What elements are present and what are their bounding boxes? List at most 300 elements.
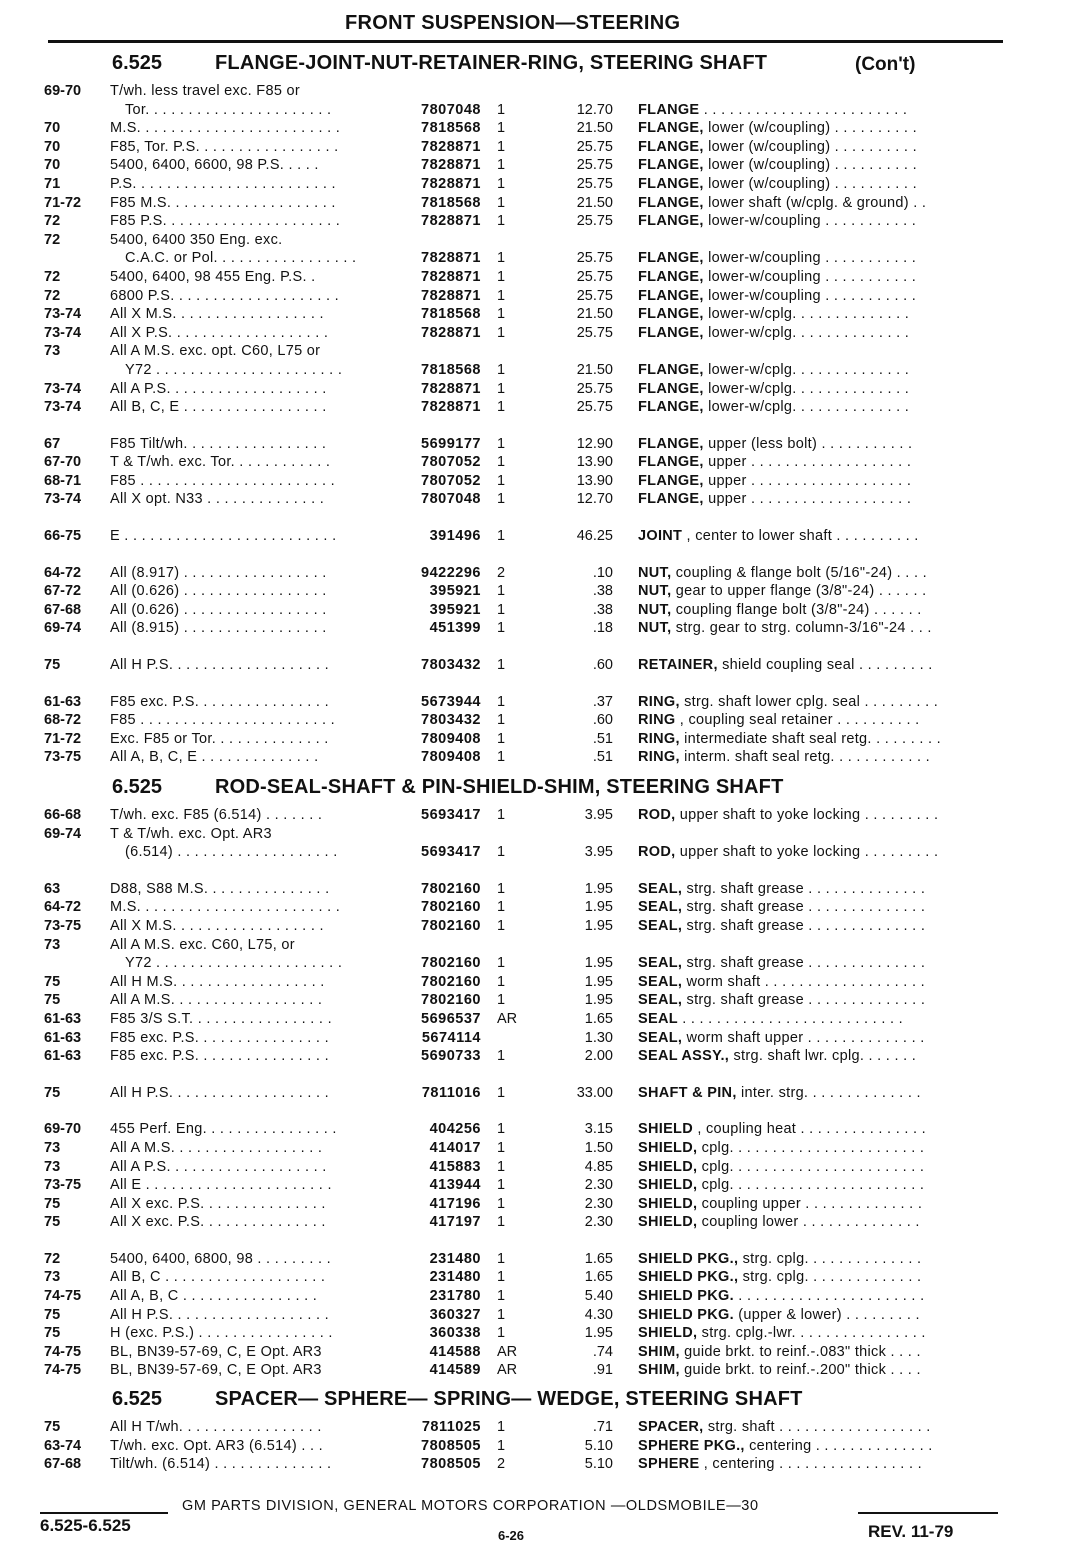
model-application: Y72 . . . . . . . . . . . . . . . . . . . . . . xyxy=(125,955,343,972)
part-description xyxy=(638,527,1000,546)
price: 1.95 xyxy=(584,955,613,972)
quantity: AR xyxy=(497,1010,518,1027)
section-continued: (Con't) xyxy=(855,54,916,75)
quantity: 1 xyxy=(497,138,506,155)
model-year: 69-70 xyxy=(44,1121,82,1138)
part-description xyxy=(638,1047,1000,1066)
part-description xyxy=(638,730,1000,749)
model-year: 64-72 xyxy=(44,564,82,581)
price: 2.00 xyxy=(584,1048,613,1065)
price: 12.70 xyxy=(576,101,613,118)
part-detail: lower-w/cplg. . . . . . . . . . . . . . xyxy=(703,380,910,397)
parts-row xyxy=(0,1158,1086,1177)
part-number: 7802160 xyxy=(421,917,481,934)
model-application: All (0.626) . . . . . . . . . . . . . . . . . xyxy=(110,601,327,618)
parts-row xyxy=(0,1120,1086,1139)
part-number: 414588 xyxy=(429,1343,481,1360)
model-year: 75 xyxy=(44,1419,61,1435)
model-year: 71-72 xyxy=(44,730,82,747)
model-application: All H M.S. . . . . . . . . . . . . . . . . . xyxy=(110,973,325,990)
part-name: FLANGE, xyxy=(638,194,704,211)
quantity: 1 xyxy=(497,712,506,729)
section-title: SPACER— SPHERE— SPRING— WEDGE, STEERING SHAFT xyxy=(215,1388,803,1410)
part-name: SHIELD, xyxy=(638,1139,698,1156)
footer-rule-left xyxy=(40,1512,168,1514)
part-description xyxy=(638,1437,1000,1456)
model-year: 73-74 xyxy=(44,399,82,416)
part-name: SHIELD, xyxy=(638,1325,698,1342)
part-detail: strg. shaft grease . . . . . . . . . . . . . . xyxy=(682,899,926,916)
parts-row xyxy=(0,1268,1086,1287)
part-detail: strg. shaft grease . . . . . . . . . . . . . . xyxy=(682,992,926,1009)
part-number: 7811025 xyxy=(421,1419,481,1435)
parts-row xyxy=(0,601,1086,620)
footer-page-number: 6-26 xyxy=(498,1528,525,1543)
part-number: 417197 xyxy=(429,1214,481,1231)
part-description xyxy=(638,249,1000,268)
parts-row xyxy=(0,1047,1086,1066)
footer-section-range: 6.525-6.525 xyxy=(40,1516,131,1535)
parts-row xyxy=(0,991,1086,1010)
part-detail: lower-w/cplg. . . . . . . . . . . . . . xyxy=(703,399,910,416)
quantity: AR xyxy=(497,1343,518,1360)
model-application: All B, C, E . . . . . . . . . . . . . . . . . xyxy=(110,399,327,416)
parts-row xyxy=(0,138,1086,157)
part-name: ROD, xyxy=(638,807,676,823)
part-description xyxy=(638,748,1000,767)
quantity: 1 xyxy=(497,1195,506,1212)
section-flange-joint-nut xyxy=(0,52,1086,767)
model-year: 75 xyxy=(44,1195,61,1212)
part-number: 415883 xyxy=(429,1158,481,1175)
model-year: 73-75 xyxy=(44,1177,82,1194)
model-application: F85 P.S. . . . . . . . . . . . . . . . . . . . . xyxy=(110,213,341,230)
parts-row xyxy=(0,1324,1086,1343)
part-number: 5690733 xyxy=(421,1048,481,1065)
quantity: 1 xyxy=(497,250,506,267)
price: 1.65 xyxy=(584,1269,613,1286)
quantity: 1 xyxy=(497,657,506,674)
price: 21.50 xyxy=(576,306,613,323)
quantity: 2 xyxy=(497,564,506,581)
parts-row xyxy=(0,973,1086,992)
part-detail: strg. cplg.-lwr. . . . . . . . . . . . . . . . xyxy=(697,1325,926,1342)
parts-row xyxy=(0,954,1086,973)
price: .38 xyxy=(592,583,613,600)
model-application: BL, BN39-57-69, C, E Opt. AR3 xyxy=(110,1343,322,1360)
model-year: 74-75 xyxy=(44,1343,82,1360)
part-detail: guide brkt. to reinf.-.200" thick . . . . xyxy=(679,1362,921,1379)
model-application: E . . . . . . . . . . . . . . . . . . . . . . . . . xyxy=(110,528,337,545)
part-description xyxy=(638,287,1000,306)
part-name: RETAINER, xyxy=(638,657,718,674)
model-year: 72 xyxy=(44,287,61,304)
parts-row xyxy=(0,693,1086,712)
model-year: 75 xyxy=(44,1214,61,1231)
model-application: 5400, 6400, 6800, 98 . . . . . . . . . xyxy=(110,1250,331,1267)
price: .37 xyxy=(592,693,613,710)
part-description xyxy=(638,1158,1000,1177)
part-detail: upper . . . . . . . . . . . . . . . . . . . xyxy=(703,454,912,471)
model-application: M.S. . . . . . . . . . . . . . . . . . . . . . . . xyxy=(110,120,341,137)
model-year: 73-74 xyxy=(44,306,82,323)
quantity: 1 xyxy=(497,1158,506,1175)
model-application: All X exc. P.S. . . . . . . . . . . . . . . xyxy=(110,1214,326,1231)
part-detail: coupling flange bolt (3/8"-24) . . . . . . xyxy=(671,601,922,618)
part-detail: lower (w/coupling) . . . . . . . . . . xyxy=(703,138,917,155)
part-number: 417196 xyxy=(429,1195,481,1212)
part-name: SHAFT & PIN, xyxy=(638,1084,737,1101)
model-application: F85 3/S S.T. . . . . . . . . . . . . . . . . xyxy=(110,1010,332,1027)
parts-row xyxy=(0,527,1086,546)
quantity: 1 xyxy=(497,1084,506,1101)
part-name: SPHERE xyxy=(638,1456,700,1473)
part-name: SEAL, xyxy=(638,973,683,990)
part-description xyxy=(638,1084,1000,1103)
part-description xyxy=(638,1361,1000,1380)
part-detail: lower (w/coupling) . . . . . . . . . . xyxy=(703,175,917,192)
part-number: 5693417 xyxy=(421,807,481,823)
part-name: FLANGE, xyxy=(638,287,704,304)
price: 2.30 xyxy=(584,1177,613,1194)
part-description xyxy=(638,1120,1000,1139)
part-number: 395921 xyxy=(429,583,481,600)
model-year: 75 xyxy=(44,1306,61,1323)
part-detail: strg. cplg. . . . . . . . . . . . . . xyxy=(738,1269,922,1286)
quantity: 1 xyxy=(497,1214,506,1231)
part-description xyxy=(638,1455,1000,1474)
part-detail: lower-w/coupling . . . . . . . . . . . xyxy=(703,268,917,285)
footer-publisher: GM PARTS DIVISION, GENERAL MOTORS CORPORATION —OLDSMOBILE—30 xyxy=(182,1498,759,1514)
part-name: FLANGE, xyxy=(638,268,704,285)
part-description xyxy=(638,564,1000,583)
parts-row xyxy=(0,212,1086,231)
part-name: FLANGE, xyxy=(638,491,704,508)
part-name: SHIELD, xyxy=(638,1158,698,1175)
parts-row xyxy=(0,656,1086,675)
part-description xyxy=(638,1287,1000,1306)
part-number: 7809408 xyxy=(421,749,481,766)
part-description xyxy=(638,693,1000,712)
model-year: 67-68 xyxy=(44,1456,82,1473)
quantity: 1 xyxy=(497,1288,506,1305)
parts-row xyxy=(0,453,1086,472)
quantity: 1 xyxy=(497,1419,506,1435)
section-number: 6.525 xyxy=(112,776,163,798)
part-detail: . . . . . . . . . . . . . . . . . . . . . . . . xyxy=(699,101,908,118)
model-application: T/wh. less travel exc. F85 or xyxy=(110,83,301,99)
parts-row xyxy=(0,82,1086,101)
model-application: All B, C . . . . . . . . . . . . . . . . . . . xyxy=(110,1269,326,1286)
part-description xyxy=(638,490,1000,509)
model-application: F85, Tor. P.S. . . . . . . . . . . . . . . . . xyxy=(110,138,339,155)
part-number: 7828871 xyxy=(421,268,481,285)
model-application: F85 exc. P.S. . . . . . . . . . . . . . . . xyxy=(110,1048,329,1065)
parts-row xyxy=(0,119,1086,138)
price: 33.00 xyxy=(576,1084,613,1101)
part-number: 7808505 xyxy=(421,1456,481,1473)
part-detail: upper shaft to yoke locking . . . . . . . . . xyxy=(675,844,939,861)
part-number: 7802160 xyxy=(421,880,481,897)
part-number: 7828871 xyxy=(421,380,481,397)
model-application: All A, B, C . . . . . . . . . . . . . . . . xyxy=(110,1288,318,1305)
part-number: 7811016 xyxy=(421,1084,481,1101)
part-number: 7802160 xyxy=(421,899,481,916)
parts-row xyxy=(0,1437,1086,1456)
model-application: Exc. F85 or Tor. . . . . . . . . . . . . . xyxy=(110,730,329,747)
part-name: SEAL ASSY., xyxy=(638,1048,730,1065)
part-description xyxy=(638,991,1000,1010)
part-description xyxy=(638,1029,1000,1048)
price: 21.50 xyxy=(576,194,613,211)
model-application: F85 Tilt/wh. . . . . . . . . . . . . . . . . xyxy=(110,435,327,452)
model-year: 69-74 xyxy=(44,825,82,842)
part-detail: strg. gear to strg. column-3/16"-24 . . . xyxy=(671,620,932,637)
quantity: 1 xyxy=(497,175,506,192)
quantity: 1 xyxy=(497,1177,506,1194)
part-name: FLANGE, xyxy=(638,175,704,192)
price: 13.90 xyxy=(576,472,613,489)
price: 4.30 xyxy=(584,1306,613,1323)
parts-row xyxy=(0,1287,1086,1306)
model-application: 6800 P.S. . . . . . . . . . . . . . . . . . . . xyxy=(110,287,340,304)
part-number: 5674114 xyxy=(421,1029,481,1046)
model-application: All A M.S. . . . . . . . . . . . . . . . . . xyxy=(110,1139,323,1156)
model-year: 63-74 xyxy=(44,1437,82,1454)
price: 5.10 xyxy=(584,1437,613,1454)
price: 5.40 xyxy=(584,1288,613,1305)
model-application: BL, BN39-57-69, C, E Opt. AR3 xyxy=(110,1362,322,1379)
part-detail: intermediate shaft seal retg. . . . . . . . . xyxy=(679,730,941,747)
quantity: 1 xyxy=(497,973,506,990)
part-number: 5693417 xyxy=(421,844,481,861)
parts-row xyxy=(0,1306,1086,1325)
price: .60 xyxy=(592,712,613,729)
price: 25.75 xyxy=(576,380,613,397)
price: .10 xyxy=(592,564,613,581)
part-number: 395921 xyxy=(429,601,481,618)
model-application: All E . . . . . . . . . . . . . . . . . . . . . . xyxy=(110,1177,332,1194)
model-year: 70 xyxy=(44,138,61,155)
part-name: FLANGE, xyxy=(638,120,704,137)
model-application: 5400, 6400 350 Eng. exc. xyxy=(110,231,283,248)
model-application: All (8.917) . . . . . . . . . . . . . . . . . xyxy=(110,564,327,581)
model-year: 73-75 xyxy=(44,917,82,934)
model-year: 67 xyxy=(44,435,61,452)
part-name: SHIM, xyxy=(638,1343,680,1360)
parts-row xyxy=(0,898,1086,917)
model-year: 67-70 xyxy=(44,454,82,471)
model-year: 73 xyxy=(44,936,61,953)
part-number: 231480 xyxy=(429,1269,481,1286)
quantity: 1 xyxy=(497,101,506,118)
part-description xyxy=(638,954,1000,973)
part-detail: strg. shaft lwr. cplg. . . . . . . xyxy=(729,1048,917,1065)
part-detail: lower shaft (w/cplg. & ground) . . xyxy=(703,194,927,211)
parts-row xyxy=(0,917,1086,936)
model-application: F85 exc. P.S. . . . . . . . . . . . . . . . xyxy=(110,1029,329,1046)
part-description xyxy=(638,1139,1000,1158)
model-application: F85 . . . . . . . . . . . . . . . . . . . . . . . xyxy=(110,712,335,729)
part-number: 7828871 xyxy=(421,250,481,267)
part-name: SHIELD, xyxy=(638,1177,698,1194)
parts-row xyxy=(0,1195,1086,1214)
part-description xyxy=(638,101,1000,120)
part-description xyxy=(638,601,1000,620)
part-detail: , center to lower shaft . . . . . . . . . . xyxy=(682,528,919,545)
part-description xyxy=(638,619,1000,638)
part-number: 360327 xyxy=(429,1306,481,1323)
parts-row xyxy=(0,435,1086,454)
part-name: SEAL, xyxy=(638,1029,683,1046)
model-year: 69-70 xyxy=(44,83,82,99)
part-description xyxy=(638,898,1000,917)
part-description xyxy=(638,1324,1000,1343)
model-application: All (8.915) . . . . . . . . . . . . . . . . . xyxy=(110,620,327,637)
price: 25.75 xyxy=(576,399,613,416)
section-heading xyxy=(0,52,1086,82)
part-name: FLANGE, xyxy=(638,454,704,471)
model-application: All A M.S. exc. opt. C60, L75 or xyxy=(110,343,321,360)
part-name: FLANGE, xyxy=(638,250,704,267)
parts-row xyxy=(0,825,1086,844)
part-detail: shield coupling seal . . . . . . . . . xyxy=(717,657,933,674)
parts-row xyxy=(0,730,1086,749)
model-application: All X opt. N33 . . . . . . . . . . . . . . xyxy=(110,491,325,508)
part-description xyxy=(638,194,1000,213)
part-number: 7828871 xyxy=(421,324,481,341)
model-application: P.S. . . . . . . . . . . . . . . . . . . . . . . . xyxy=(110,175,336,192)
quantity: 1 xyxy=(497,955,506,972)
model-year: 68-72 xyxy=(44,712,82,729)
part-number: 7818568 xyxy=(421,120,481,137)
model-year: 72 xyxy=(44,231,61,248)
footer-rule-right xyxy=(858,1512,998,1514)
part-detail: cplg. . . . . . . . . . . . . . . . . . . . . . . xyxy=(697,1158,925,1175)
quantity: 1 xyxy=(497,213,506,230)
model-year: 73-75 xyxy=(44,749,82,766)
parts-row xyxy=(0,582,1086,601)
model-application: All X P.S. . . . . . . . . . . . . . . . . . . xyxy=(110,324,329,341)
part-detail: upper shaft to yoke locking . . . . . . . . . xyxy=(675,807,939,823)
part-detail: upper (less bolt) . . . . . . . . . . . xyxy=(703,435,913,452)
part-number: 7828871 xyxy=(421,175,481,192)
part-description xyxy=(638,917,1000,936)
model-year: 75 xyxy=(44,657,61,674)
part-detail: strg. cplg. . . . . . . . . . . . . . xyxy=(738,1250,922,1267)
part-detail: upper . . . . . . . . . . . . . . . . . . . xyxy=(703,491,912,508)
quantity: AR xyxy=(497,1362,518,1379)
model-year: 74-75 xyxy=(44,1288,82,1305)
part-number: 7818568 xyxy=(421,194,481,211)
part-detail: guide brkt. to reinf.-.083" thick . . . . xyxy=(679,1343,921,1360)
part-number: 7818568 xyxy=(421,361,481,378)
model-year: 70 xyxy=(44,120,61,137)
part-detail: . . . . . . . . . . . . . . . . . . . . . . xyxy=(733,1288,925,1305)
quantity: 1 xyxy=(497,1250,506,1267)
model-application: Tor. . . . . . . . . . . . . . . . . . . . . . xyxy=(125,101,332,118)
part-description xyxy=(638,1010,1000,1029)
part-number: 7807052 xyxy=(421,472,481,489)
part-name: SHIM, xyxy=(638,1362,680,1379)
quantity: 1 xyxy=(497,749,506,766)
model-application: All H P.S. . . . . . . . . . . . . . . . . . . xyxy=(110,657,330,674)
parts-row xyxy=(0,361,1086,380)
model-application: C.A.C. or Pol. . . . . . . . . . . . . . . . . xyxy=(125,250,357,267)
parts-row xyxy=(0,1361,1086,1380)
part-description xyxy=(638,380,1000,399)
quantity: 1 xyxy=(497,1437,506,1454)
part-detail: cplg. . . . . . . . . . . . . . . . . . . . . . . xyxy=(697,1139,925,1156)
model-year: 72 xyxy=(44,213,61,230)
part-number: 7802160 xyxy=(421,992,481,1009)
parts-row xyxy=(0,490,1086,509)
part-name: FLANGE, xyxy=(638,435,704,452)
model-year: 72 xyxy=(44,1250,61,1267)
part-number: 414589 xyxy=(429,1362,481,1379)
part-name: FLANGE, xyxy=(638,324,704,341)
part-number: 7828871 xyxy=(421,287,481,304)
part-detail: strg. shaft . . . . . . . . . . . . . . . . . . xyxy=(703,1419,931,1435)
quantity: 1 xyxy=(497,917,506,934)
part-detail: inter. strg. . . . . . . . . . . . . . xyxy=(736,1084,921,1101)
parts-list xyxy=(0,806,1086,1380)
part-detail: cplg. . . . . . . . . . . . . . . . . . . . . . . xyxy=(697,1177,925,1194)
part-number: 360338 xyxy=(429,1325,481,1342)
parts-row xyxy=(0,806,1086,825)
price: 4.85 xyxy=(584,1158,613,1175)
parts-row xyxy=(0,1176,1086,1195)
price: 25.75 xyxy=(576,213,613,230)
parts-row xyxy=(0,1139,1086,1158)
quantity: 1 xyxy=(497,268,506,285)
quantity: 1 xyxy=(497,1269,506,1286)
model-year: 73-74 xyxy=(44,491,82,508)
part-number: 7828871 xyxy=(421,399,481,416)
parts-row xyxy=(0,564,1086,583)
model-application: All A, B, C, E . . . . . . . . . . . . . . xyxy=(110,749,319,766)
model-application: All A M.S. exc. C60, L75, or xyxy=(110,936,295,953)
price: 25.75 xyxy=(576,175,613,192)
model-application: All A M.S. . . . . . . . . . . . . . . . . . xyxy=(110,992,323,1009)
price: 25.75 xyxy=(576,157,613,174)
model-year: 73 xyxy=(44,1158,61,1175)
part-description xyxy=(638,435,1000,454)
part-description xyxy=(638,398,1000,417)
price: 1.65 xyxy=(584,1250,613,1267)
part-description xyxy=(638,973,1000,992)
model-application: All H P.S. . . . . . . . . . . . . . . . . . . xyxy=(110,1084,330,1101)
quantity: 1 xyxy=(497,472,506,489)
parts-row xyxy=(0,1010,1086,1029)
model-year: 63 xyxy=(44,880,61,897)
part-detail: lower-w/coupling . . . . . . . . . . . xyxy=(703,213,917,230)
part-number: 5696537 xyxy=(421,1010,481,1027)
section-rod-seal-shaft xyxy=(0,776,1086,1380)
parts-row xyxy=(0,101,1086,120)
part-description xyxy=(638,1195,1000,1214)
part-name: SPHERE PKG., xyxy=(638,1437,745,1454)
quantity: 1 xyxy=(497,361,506,378)
price: 1.30 xyxy=(584,1029,613,1046)
part-description xyxy=(638,1176,1000,1195)
part-name: NUT, xyxy=(638,620,672,637)
part-number: 5673944 xyxy=(421,693,481,710)
part-name: FLANGE, xyxy=(638,380,704,397)
part-detail: (upper & lower) . . . . . . . . . xyxy=(733,1306,920,1323)
quantity: 1 xyxy=(497,306,506,323)
model-year: 69-74 xyxy=(44,620,82,637)
